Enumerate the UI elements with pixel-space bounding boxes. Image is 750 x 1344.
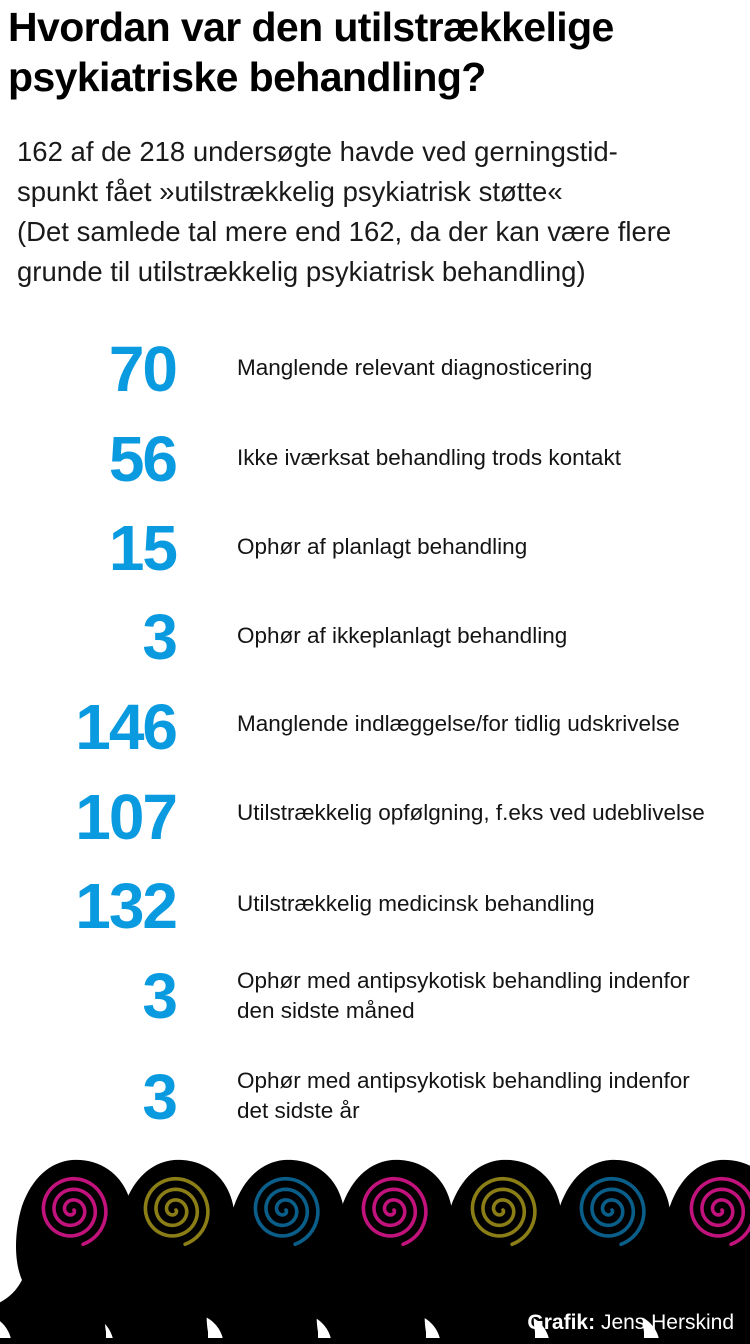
stat-value: 107 [75,781,176,853]
stat-value: 146 [75,691,176,763]
stat-value: 132 [75,870,176,942]
stat-label [237,621,737,651]
subtitle-line: (Det samlede tal mere end 162, da der kan være flere [17,216,672,247]
stat-label [237,443,737,473]
stat-label [237,709,737,739]
subtitle-line: spunkt fået »utilstrækkelig psykiatrisk støtte« [17,176,563,207]
stat-value: 3 [142,601,176,673]
stat-label [237,798,737,828]
stat-value: 70 [108,333,176,405]
credit [527,1310,734,1336]
stat-value: 15 [108,512,176,584]
subtitle-line: 162 af de 218 undersøgte havde ved gerningstid- [17,136,618,167]
page-title: Hvordan var den utilstrækkelige psykiatriske behandling? [8,4,614,100]
stat-label [237,532,737,562]
stat-label [237,353,737,383]
stat-value: 3 [142,960,176,1032]
stat-label-line: Ophør med antipsykotisk behandling indenfor [237,968,690,993]
stat-label-line: Ophør af ikkeplanlagt behandling [237,623,568,648]
subtitle [17,132,742,292]
credit-label: Grafik: [527,1311,596,1334]
stat-label-line: Ophør af planlagt behandling [237,534,528,559]
stat-label [237,966,737,1026]
stat-label-line: Manglende relevant diagnosticering [237,355,593,380]
stat-label-line: den sidste måned [237,998,415,1023]
stat-label-line: Manglende indlæggelse/for tidlig udskrivelse [237,711,680,736]
stat-label-line: Ikke iværksat behandling trods kontakt [237,445,621,470]
stat-label [237,889,737,919]
stat-label-line: det sidste år [237,1098,360,1123]
stat-label-line: Utilstrækkelig opfølgning, f.eks ved udeblivelse [237,800,705,825]
stat-label [237,1066,737,1126]
credit-name: Jens Herskind [600,1311,734,1334]
subtitle-line: grunde til utilstrækkelig psykiatrisk behandling) [17,256,586,287]
stat-label-line: Ophør med antipsykotisk behandling indenfor [237,1068,690,1093]
stat-value: 3 [142,1061,176,1133]
stat-value: 56 [108,423,176,495]
stat-label-line: Utilstrækkelig medicinsk behandling [237,891,595,916]
